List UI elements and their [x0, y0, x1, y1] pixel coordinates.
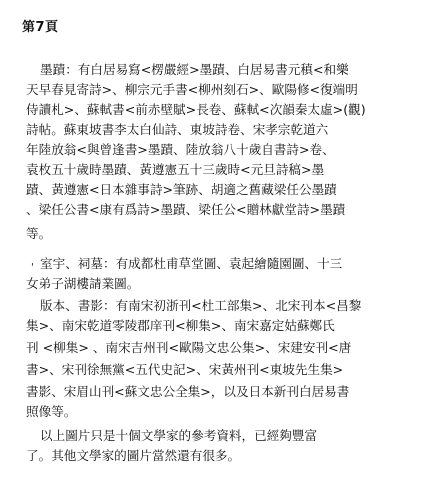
editions-line-3: 刊 <柳集> 、南宋吉州刊<歐陽文忠公集>、宋建安刊<唐 [26, 340, 352, 355]
calligraphy-line-7: 蹟、黃遵憲<日本雜事詩>筆跡、胡適之舊藏梁任公墨蹟 [26, 182, 337, 197]
editions-line-4: 書>、宋刊徐無黨<五代史記>、宋黃州刊<東坡先生集> [26, 362, 344, 377]
closing-line-1: 以上圖片只是十個文學家的參考資料，已經夠豐富 [40, 428, 318, 443]
page-number-label: 第7頁 [22, 20, 59, 35]
residences-line-2: 女弟子湖樓請業圖。 [26, 276, 140, 291]
editions-line-1: 版本、書影：有南宋初浙刊<杜工部集>、北宋刊本<昌黎 [40, 298, 362, 313]
calligraphy-line-5: 年陸放翁<與曾逢書>墨蹟、陸放翁八十歲自書詩>卷、 [26, 142, 335, 157]
calligraphy-line-3: 侍讀札>、蘇軾書<前赤壁賦>長卷、蘇軾<次韻秦太虛>(觀) [26, 102, 366, 117]
editions-line-2: 集>、南宋乾道零陵郡庠刊<柳集>、南宋嘉定姑蘇鄭氏 [26, 318, 335, 333]
calligraphy-line-1: 墨蹟：有白居易寫<楞嚴經>墨蹟、白居易書元稹<和樂 [40, 62, 349, 77]
editions-line-6: 照像等。 [26, 404, 77, 419]
calligraphy-line-4: 詩帖。蘇東坡書李太白仙詩、東坡詩卷、宋孝宗乾道六 [26, 122, 329, 137]
editions-line-5: 書影、宋眉山刊<蘇文忠公全集>，以及日本新刊白居易書 [26, 384, 350, 399]
calligraphy-line-9: 等。 [26, 226, 52, 241]
residences-line-1: 室宇、祠墓：有成都杜甫草堂圖、袁起繪隨園圖、十三 [40, 256, 343, 271]
stray-mark: ' [31, 262, 34, 273]
calligraphy-line-6: 袁枚五十歲時墨蹟、黃遵憲五十三歲時<元旦詩稿>墨 [26, 162, 325, 177]
calligraphy-line-2: 天早春見寄詩>、柳宗元手書<柳州刻石>、歐陽修<復端明 [26, 82, 358, 97]
closing-line-2: 了。其他文學家的圖片當然還有很多。 [26, 448, 241, 463]
calligraphy-line-8: 、梁任公書<康有爲詩>墨蹟、梁任公<贈林獻堂詩>墨蹟 [26, 202, 346, 217]
